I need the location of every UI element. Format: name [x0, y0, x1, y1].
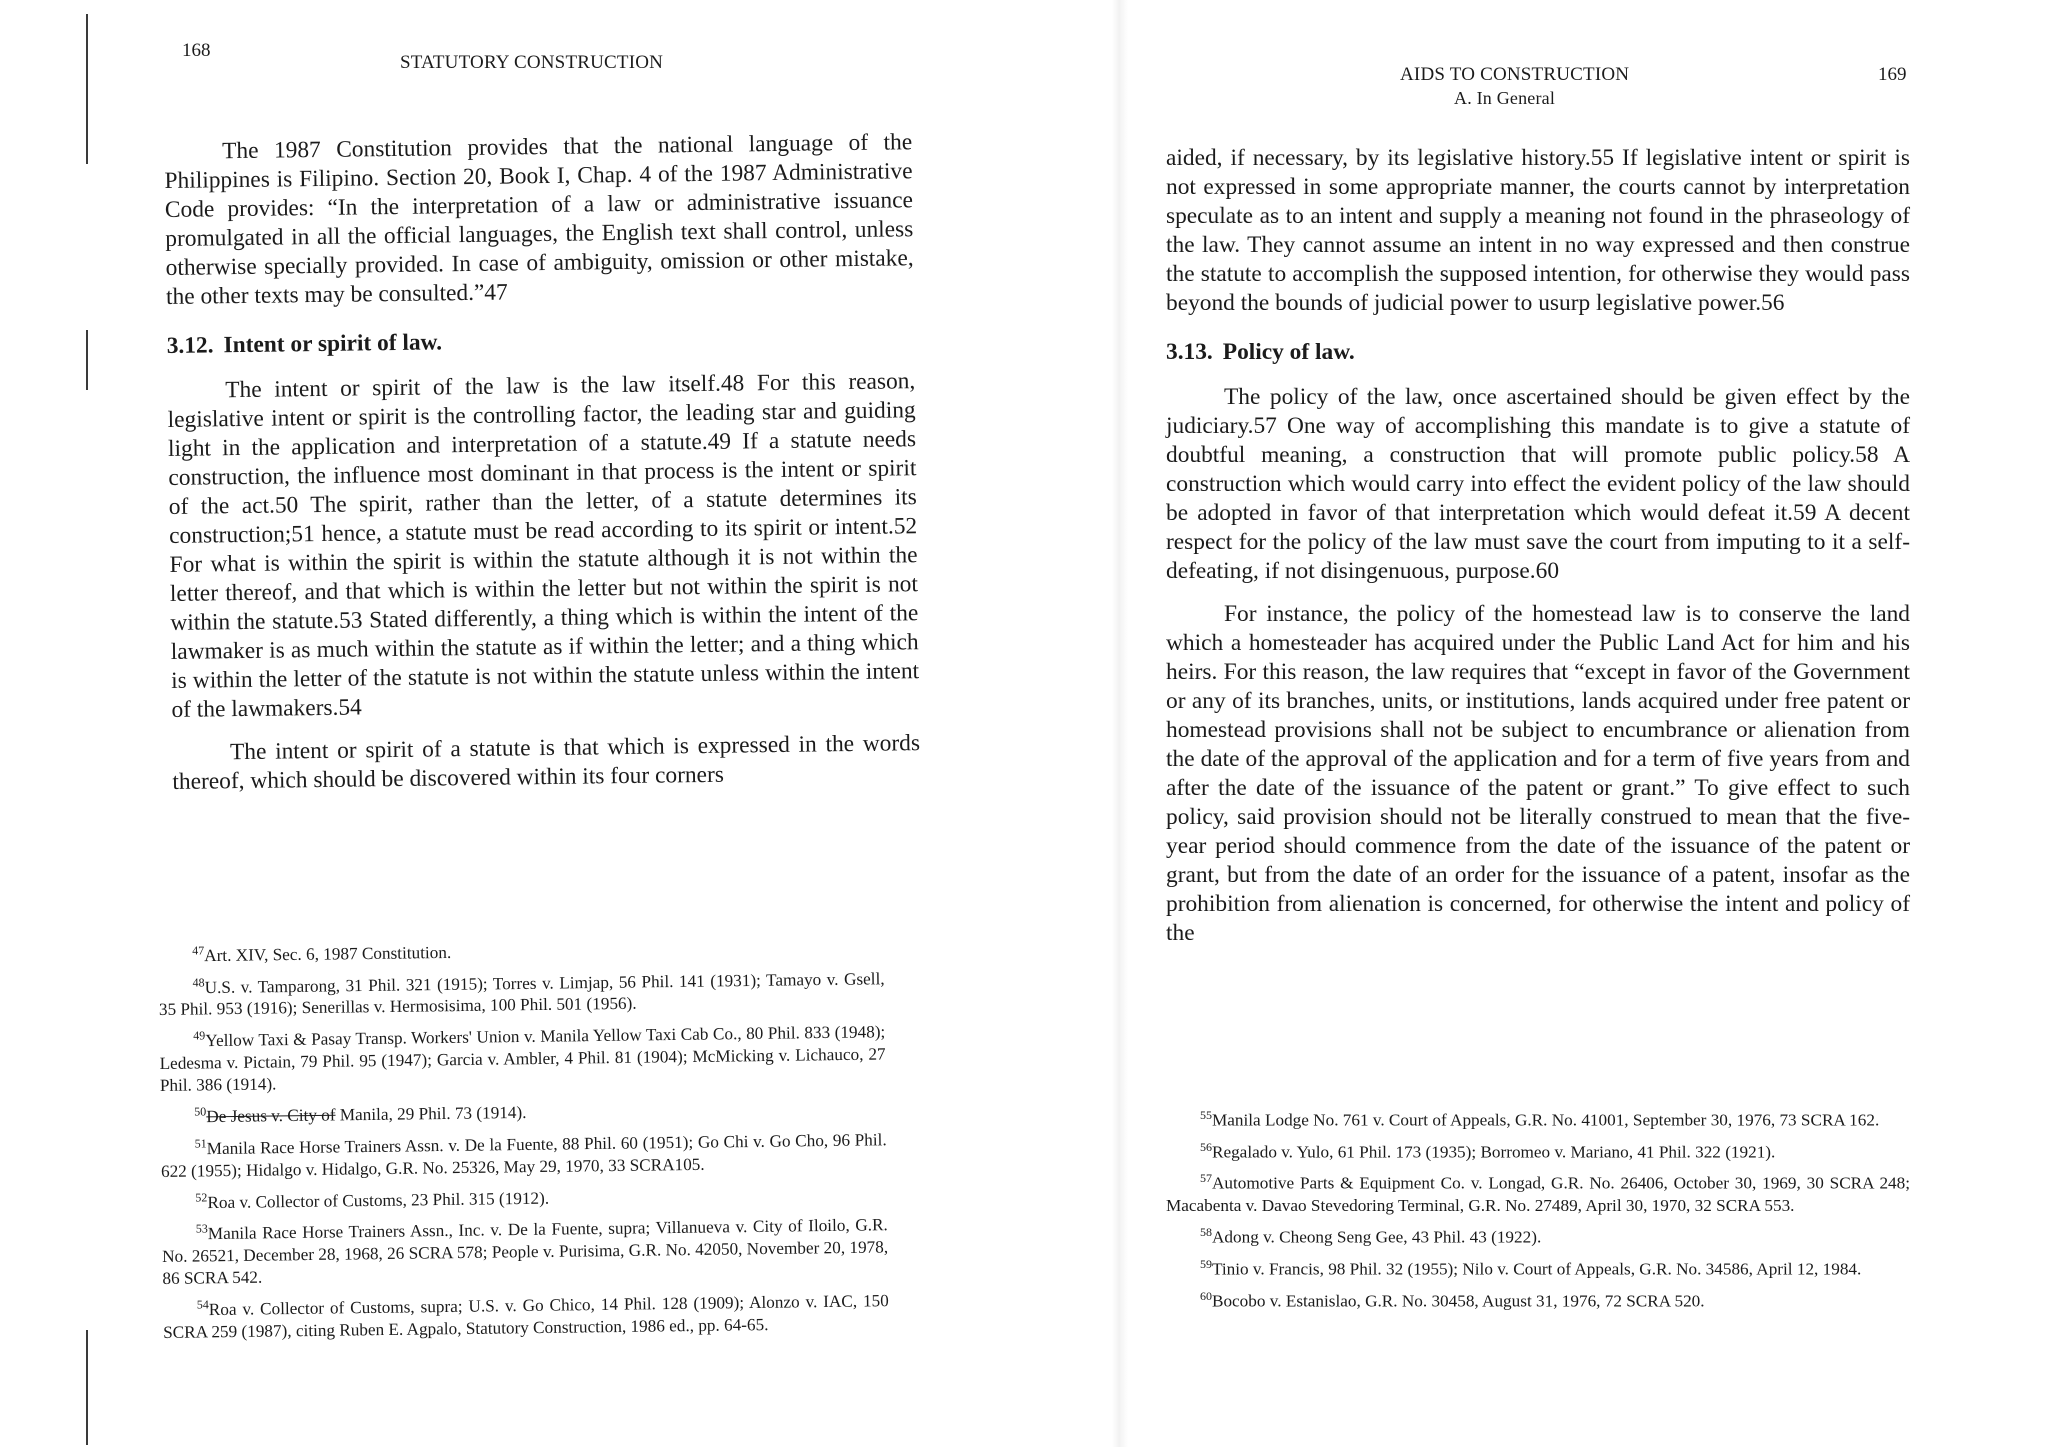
- binding-edge: [86, 1330, 88, 1445]
- paragraph: For instance, the policy of the homestead law is to conserve the land which a homesteader has acquired under the Public Land Act for him and his heirs. For this reason, the law requires that “except in favor of the Government or any of its branches, units, or institutions, lands acquired under free patent or homestead provisions shall not be subject to encumbrance or alienation from the date of the approval of the application and for a term of five years from and after the date of the issuance of the patent or grant.” To give effect to such policy, said provision should not be literally construed to mean that the five-year period should commence from the date of the issuance of the patent or grant, but from the date of an order for the issuance of a patent, insofar as the prohibition from alienation is concerned, for otherwise the intent and policy of the: [1166, 601, 1910, 946]
- page-number: 168: [182, 40, 211, 61]
- section-number: 3.13.: [1166, 339, 1213, 365]
- paragraph: The policy of the law, once ascertained should be given effect by the judiciary.57 One way of accomplishing this mandate is to give a statute of doubtful meaning, a construction that will promote public policy.58 A construction which would carry into effect the evident policy of the law should be adopted in favor of that interpretation which would defeat it.59 A decent respect for the policy of the law must save the court from imputing to it a self-defeating, if not disingenuous, purpose.60: [1166, 384, 1910, 584]
- footnote: $^{47}$Art. XIV, Sec. 6, 1987 Constitution.: [192, 942, 452, 966]
- section-title: Intent or spirit of law.: [223, 329, 443, 359]
- footnote: $^{52}$Roa v. Collector of Customs, 23 Phil. 315 (1912).: [195, 1188, 550, 1212]
- footnote: $^{53}$Manila Race Horse Trainers Assn., Inc. v. De la Fuente, supra; Villanueva v. City of Iloilo, G.R. No. 26521, December 28, 1968, 26 SCRA 578; People v. Purisima, G.R. No. 42050, November 20, 1978, 86 SCRA 542.: [162, 1215, 889, 1289]
- footnote: $^{54}$Roa v. Collector of Customs, supra; U.S. v. Go Chico, 14 Phil. 128 (1909); Alonzo v. IAC, 150 SCRA 259 (1987), citing Ruben E. Agpalo, Statutory Construction, 1986 ed., pp. 64-65.: [163, 1291, 889, 1342]
- footnote: $^{57}$Automotive Parts & Equipment Co. v. Longad, G.R. No. 26406, October 30, 1969, 30 SCRA 248; Macabenta v. Davao Stevedoring Terminal, G.R. No. 27489, April 30, 1970, 32 SCRA 553.: [1166, 1171, 1910, 1216]
- body-text: [164, 128, 921, 811]
- running-head: STATUTORY CONSTRUCTION: [400, 52, 664, 73]
- footnote: $^{51}$Manila Race Horse Trainers Assn. v. De la Fuente, 88 Phil. 60 (1951); Go Chi v. Go Cho, 96 Phil. 622 (1955); Hidalgo v. Hidalgo, G.R. No. 25326, May 29, 1970, 33 SCRA105.: [160, 1130, 887, 1181]
- section-title: Policy of law.: [1222, 339, 1355, 365]
- right-page: [1120, 0, 2048, 1447]
- footnotes: [1166, 1104, 1910, 1316]
- footnote: $^{49}$Yellow Taxi & Pasay Transp. Workers' Union v. Manila Yellow Taxi Cab Co., 80 Phil. 833 (1948); Ledesma v. Pictain, 79 Phil. 95 (1947); Garcia v. Ambler, 4 Phil. 81 (1904); McMicking v. Lichauco, 27 Phil. 386 (1914).: [159, 1022, 886, 1096]
- binding-edge: [86, 14, 88, 164]
- paragraph: The intent or spirit of the law is the law itself.48 For this reason, legislative intent or spirit is the controlling factor, the leading star and guiding light in the application and interpretation of a statute.49 If a statute needs construction, the influence most dominant in that process is the intent or spirit of the act.50 The spirit, rather than the letter, of a statute determines its construction;51 hence, a statute must be read according to its spirit or intent.52 For what is within the spirit is within the statute although it is not within the letter thereof, and that which is within the letter but not within the spirit is not within the statute.53 Stated differently, a thing which is within the intent of the lawmaker is as much within the statute as if within the letter; and a thing which is within the letter of the statute is not within the statute unless within the intent of the lawmakers.54: [167, 368, 920, 723]
- footnotes: [158, 930, 889, 1347]
- section-number: 3.12.: [166, 332, 214, 359]
- body-text: [1166, 144, 1910, 962]
- running-head: AIDS TO CONSTRUCTION: [1400, 64, 1630, 85]
- section-heading: [167, 322, 915, 361]
- binding-edge: [86, 330, 88, 390]
- footnote: $^{55}$Manila Lodge No. 761 v. Court of Appeals, G.R. No. 41001, September 30, 1976, 73 SCRA 162.: [1200, 1108, 1880, 1130]
- paragraph: The intent or spirit of a statute is that which is expressed in the words thereof, which should be discovered within its four corners: [172, 730, 921, 795]
- footnote: $^{60}$Bocobo v. Estanislao, G.R. No. 30458, August 31, 1976, 72 SCRA 520.: [1200, 1288, 1705, 1311]
- footnote: $^{58}$Adong v. Cheong Seng Gee, 43 Phil. 43 (1922).: [1200, 1225, 1542, 1247]
- running-subhead: A. In General: [1454, 88, 1556, 108]
- section-heading: [1166, 338, 1910, 367]
- paragraph: The 1987 Constitution provides that the national language of the Philippines is Filipino. Section 20, Book I, Chap. 4 of the 1987 Administrative Code provides: “In the interpretation of a law or administrative issuance promulgated in all the official languages, the English text shall control, unless otherwise specially provided. In case of ambiguity, omission or other mistake, the other texts may be consulted.”47: [164, 129, 914, 310]
- footnote: $^{56}$Regalado v. Yulo, 61 Phil. 173 (1935); Borromeo v. Mariano, 41 Phil. 322 (1921).: [1200, 1139, 1776, 1162]
- footnote: $^{59}$Tinio v. Francis, 98 Phil. 32 (1955); Nilo v. Court of Appeals, G.R. No. 34586, April 12, 1984.: [1200, 1256, 1862, 1279]
- page-number: 169: [1878, 64, 1907, 85]
- footnote: $^{50}$De Jesus v. City of Manila, 29 Phil. 73 (1914).: [194, 1103, 527, 1127]
- paragraph: aided, if necessary, by its legislative history.55 If legislative intent or spirit is not expressed in some appropriate manner, the courts cannot by interpretation speculate as to an intent and supply a meaning not found in the phraseology of the law. They cannot assume an intent in no way expressed and then construe the statute to accomplish the supposed intention, for otherwise they would pass beyond the bounds of judicial power to usurp legislative power.56: [1166, 145, 1910, 316]
- footnote: $^{48}$U.S. v. Tamparong, 31 Phil. 321 (1915); Torres v. Limjap, 56 Phil. 141 (1931); Tamayo v. Gsell, 35 Phil. 953 (1916); Senerillas v. Hermosisima, 100 Phil. 501 (1956).: [158, 968, 885, 1020]
